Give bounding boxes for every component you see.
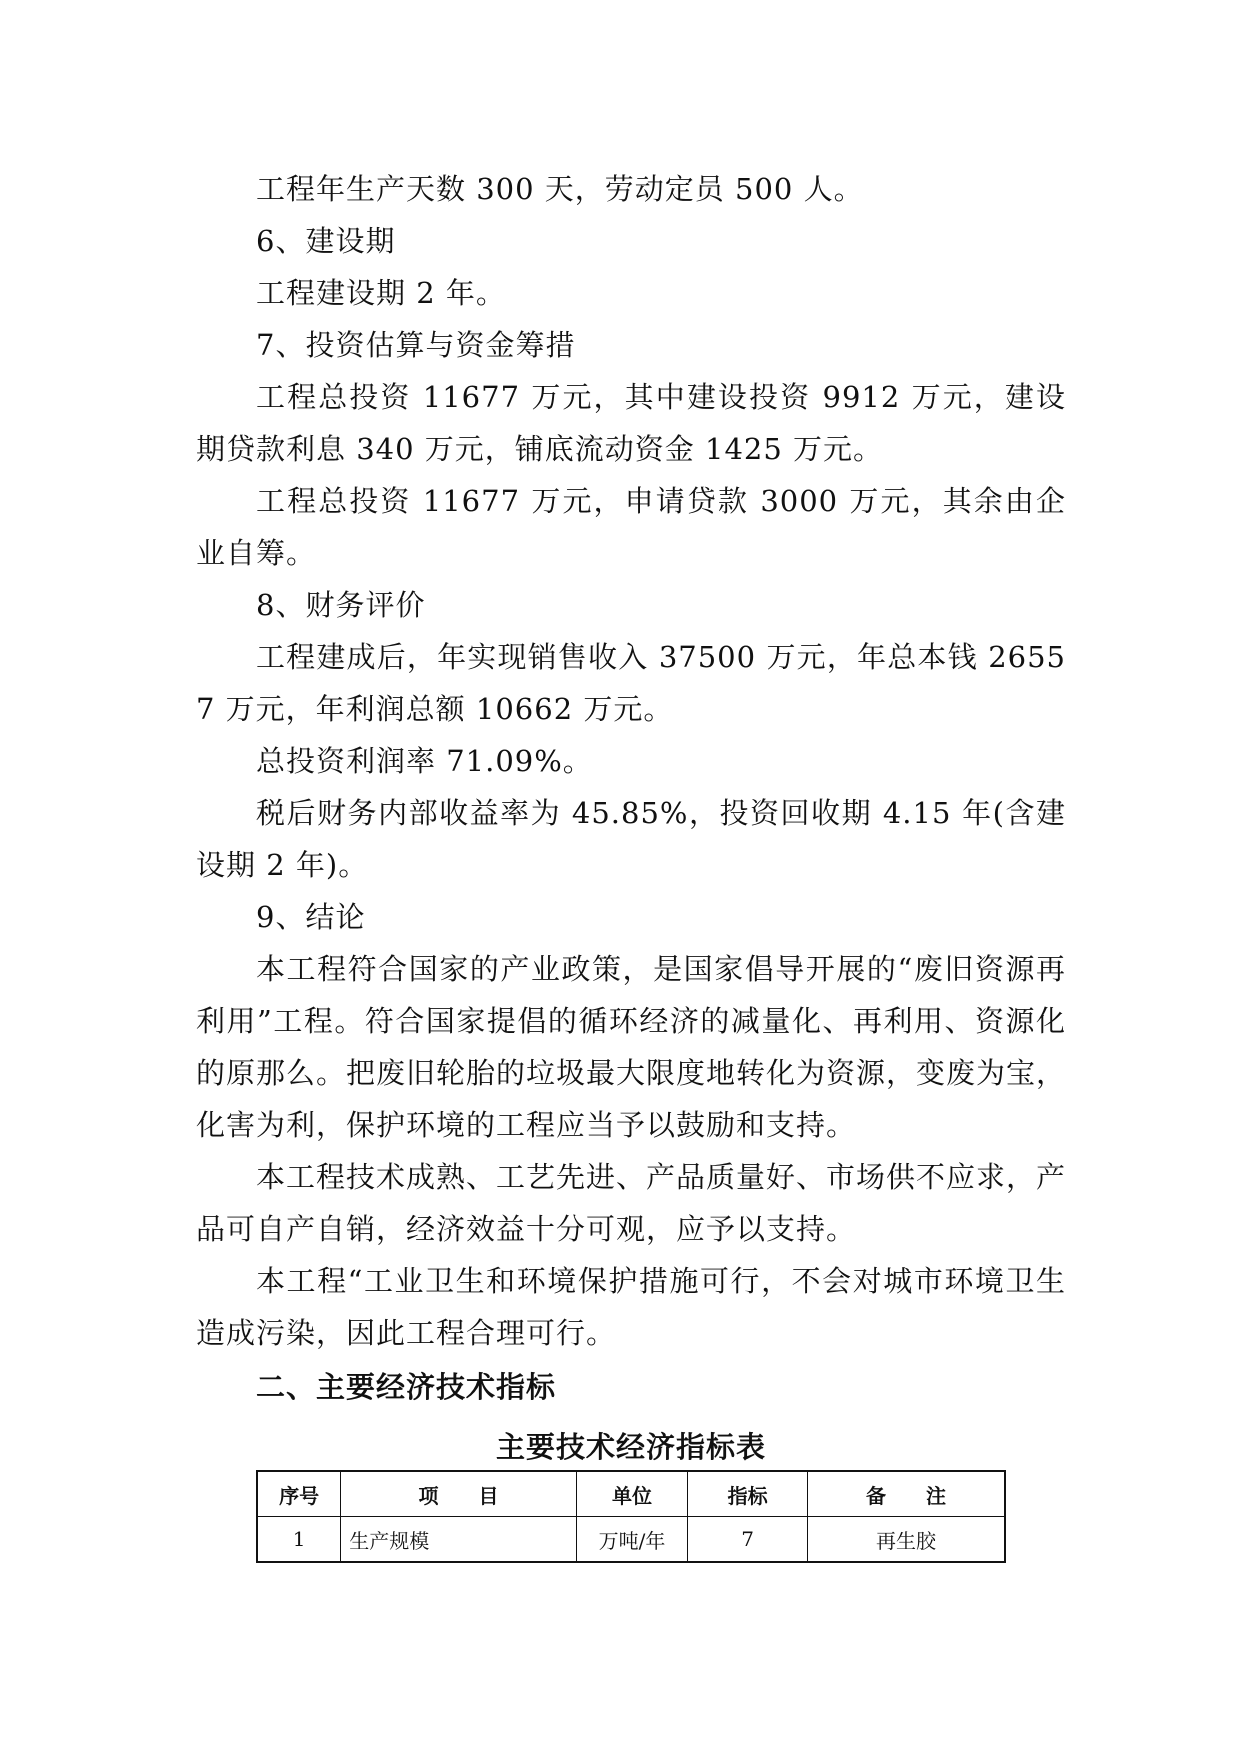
header-cell-index: 序号	[257, 1471, 341, 1517]
paragraph-conclusion-technology: 本工程技术成熟、工艺先进、产品质量好、市场供不应求，产品可自产自销，经济效益十分可观，应予以支持。	[196, 1160, 1067, 1246]
header-cell-unit: 单位	[576, 1471, 688, 1517]
cell-value: 7	[688, 1517, 808, 1563]
heading-financial-evaluation: 8、财务评价	[256, 588, 426, 622]
indicator-table	[256, 1470, 1006, 1563]
paragraph-investment-financing: 工程总投资 11677 万元，申请贷款 3000 万元，其余由企业自筹。	[196, 484, 1066, 570]
paragraph-revenue: 工程建成后，年实现销售收入 37500 万元，年总本钱 26557 万元，年利润总额 10662 万元。	[196, 640, 1066, 726]
paragraph-conclusion-environment: 本工程“工业卫生和环境保护措施可行，不会对城市环境卫生造成污染，因此工程合理可行。	[196, 1264, 1066, 1350]
table-row	[257, 1517, 1005, 1563]
cell-index: 1	[257, 1517, 341, 1563]
paragraph-staffing: 工程年生产天数 300 天，劳动定员 500 人。	[256, 172, 864, 206]
document-body	[196, 163, 1066, 1473]
table-title: 主要技术经济指标表	[495, 1430, 766, 1464]
heading-construction-period: 6、建设期	[256, 224, 396, 258]
paragraph-construction-period: 工程建设期 2 年。	[256, 276, 506, 310]
heading-investment: 7、投资估算与资金筹措	[256, 328, 576, 362]
header-cell-remark: 备 注	[807, 1471, 1005, 1517]
header-cell-value: 指标	[688, 1471, 808, 1517]
cell-remark: 再生胶	[807, 1517, 1005, 1563]
paragraph-irr: 税后财务内部收益率为 45.85%，投资回收期 4.15 年(含建设期 2 年)。	[196, 796, 1066, 882]
heading-conclusion: 9、结论	[256, 900, 366, 934]
table-header-row	[257, 1471, 1005, 1517]
cell-item: 生产规模	[341, 1517, 576, 1563]
paragraph-profit-rate: 总投资利润率 71.09%。	[256, 744, 593, 778]
cell-unit: 万吨/年	[576, 1517, 688, 1563]
paragraph-conclusion-policy: 本工程符合国家的产业政策，是国家倡导开展的“废旧资源再利用”工程。符合国家提倡的循环经济的减量化、再利用、资源化的原那么。把废旧轮胎的垃圾最大限度地转化为资源，变废为宝，化害为利，保护环境的工程应当予以鼓励和支持。	[196, 952, 1067, 1142]
header-cell-item: 项 目	[341, 1471, 576, 1517]
paragraph-investment-breakdown: 工程总投资 11677 万元，其中建设投资 9912 万元，建设期贷款利息 340 万元，铺底流动资金 1425 万元。	[196, 380, 1066, 466]
section-heading: 二、主要经济技术指标	[256, 1370, 557, 1404]
